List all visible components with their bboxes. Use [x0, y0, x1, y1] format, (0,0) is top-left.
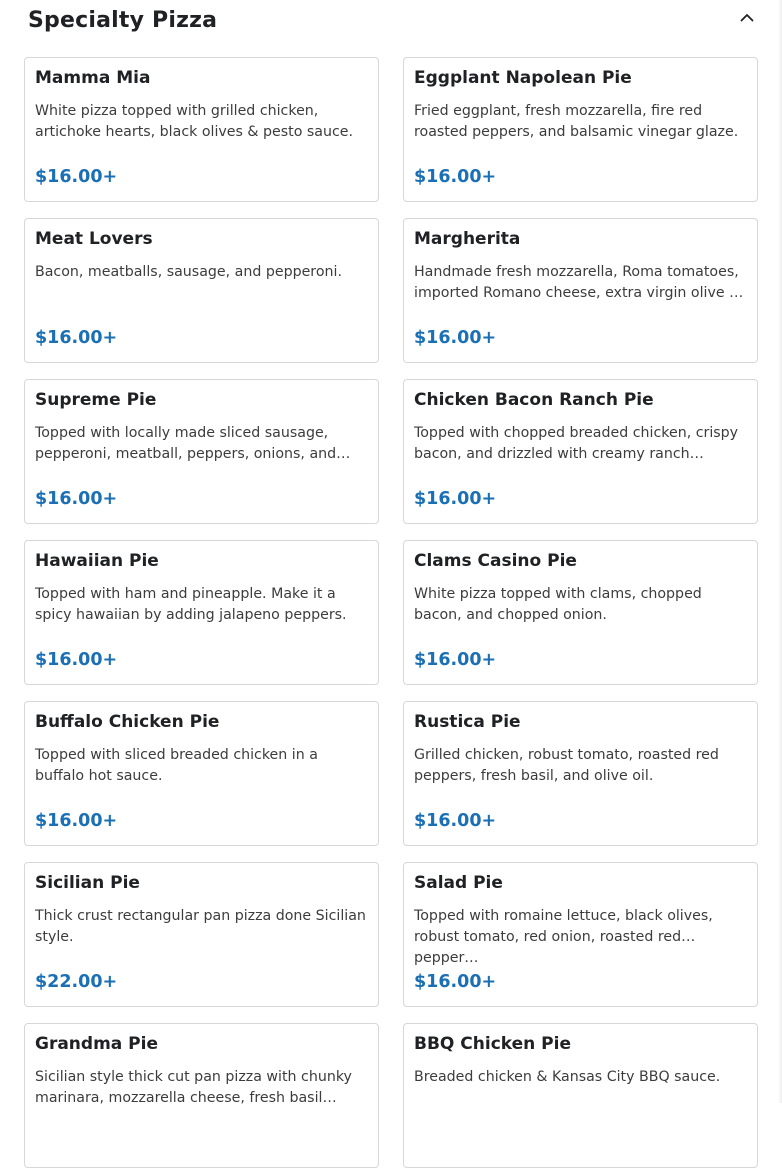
menu-item-name: Buffalo Chicken Pie — [35, 712, 220, 732]
menu-item-description: Topped with ham and pineapple. Make it a spicy hawaiian by adding jalapeno peppers. — [35, 586, 347, 623]
menu-item-card[interactable] — [403, 218, 758, 363]
menu-item-name: Rustica Pie — [414, 712, 521, 732]
menu-item-description: White pizza topped with grilled chicken, artichoke hearts, black olives & pesto sauce. — [35, 103, 353, 140]
menu-item-name: Sicilian Pie — [35, 873, 140, 893]
menu-item-description: Bacon, meatballs, sausage, and pepperoni. — [35, 264, 342, 280]
menu-item-name: Chicken Bacon Ranch Pie — [414, 390, 654, 410]
menu-item-price: $16.00+ — [414, 972, 497, 992]
menu-item-name: Clams Casino Pie — [414, 551, 577, 571]
menu-item-card[interactable] — [403, 1023, 758, 1168]
menu-item-description: Thick crust rectangular pan pizza done Sicilian style. — [35, 908, 366, 945]
menu-item-card[interactable] — [24, 57, 379, 202]
menu-item-price: $22.00+ — [35, 972, 118, 992]
menu-item-card[interactable] — [24, 701, 379, 846]
menu-item-description: Handmade fresh mozzarella, Roma tomatoes, imported Romano cheese, extra virgin olive … — [414, 264, 744, 301]
menu-item-price: $16.00+ — [35, 650, 118, 670]
menu-item-card[interactable] — [403, 57, 758, 202]
menu-item-card[interactable] — [24, 540, 379, 685]
menu-item-price: $16.00+ — [414, 489, 497, 509]
menu-item-price: $16.00+ — [414, 328, 497, 348]
menu-item-card[interactable] — [24, 379, 379, 524]
scrollbar-track[interactable] — [778, 0, 782, 1103]
menu-item-description: Topped with sliced breaded chicken in a buffalo hot sauce. — [35, 747, 318, 784]
menu-item-price: $16.00+ — [35, 489, 118, 509]
menu-item-price: $16.00+ — [35, 811, 118, 831]
menu-item-name: Hawaiian Pie — [35, 551, 159, 571]
menu-item-description: Topped with locally made sliced sausage, pepperoni, meatball, peppers, onions, and… — [35, 425, 351, 462]
menu-item-description: Topped with romaine lettuce, black olives, robust tomato, red onion, roasted red pepper… — [414, 908, 713, 966]
menu-item-description: White pizza topped with clams, chopped bacon, and chopped onion. — [414, 586, 702, 623]
menu-item-price: $16.00+ — [35, 328, 118, 348]
menu-item-name: BBQ Chicken Pie — [414, 1034, 571, 1054]
collapse-section-button[interactable] — [736, 6, 758, 28]
menu-item-name: Supreme Pie — [35, 390, 157, 410]
menu-item-description: Topped with chopped breaded chicken, crispy bacon, and drizzled with creamy ranch… — [414, 425, 739, 462]
menu-item-price: $16.00+ — [35, 167, 118, 187]
menu-item-card[interactable] — [403, 862, 758, 1007]
menu-item-card[interactable] — [24, 1023, 379, 1168]
section-header — [28, 6, 758, 40]
menu-item-price: $16.00+ — [414, 167, 497, 187]
menu-item-price: $16.00+ — [414, 811, 497, 831]
menu-item-card[interactable] — [403, 701, 758, 846]
menu-item-card[interactable] — [403, 379, 758, 524]
menu-item-name: Grandma Pie — [35, 1034, 159, 1054]
menu-item-description: Sicilian style thick cut pan pizza with chunky marinara, mozzarella cheese, fresh basil… — [35, 1069, 352, 1106]
menu-item-name: Eggplant Napolean Pie — [414, 68, 632, 88]
menu-item-description: Fried eggplant, fresh mozzarella, fire red roasted peppers, and balsamic vinegar glaze. — [414, 103, 739, 140]
chevron-up-icon — [740, 13, 754, 22]
menu-item-card[interactable] — [24, 862, 379, 1007]
menu-item-card[interactable] — [24, 218, 379, 363]
menu-item-name: Mamma Mia — [35, 68, 151, 88]
menu-item-description: Grilled chicken, robust tomato, roasted red peppers, fresh basil, and olive oil. — [414, 747, 719, 784]
menu-item-name: Salad Pie — [414, 873, 503, 893]
section-title: Specialty Pizza — [28, 8, 218, 33]
menu-item-description: Breaded chicken & Kansas City BBQ sauce. — [414, 1069, 721, 1085]
menu-item-name: Meat Lovers — [35, 229, 153, 249]
menu-item-name: Margherita — [414, 229, 521, 249]
menu-item-price: $16.00+ — [414, 650, 497, 670]
menu-item-card[interactable] — [403, 540, 758, 685]
menu-item-grid — [24, 57, 758, 1168]
